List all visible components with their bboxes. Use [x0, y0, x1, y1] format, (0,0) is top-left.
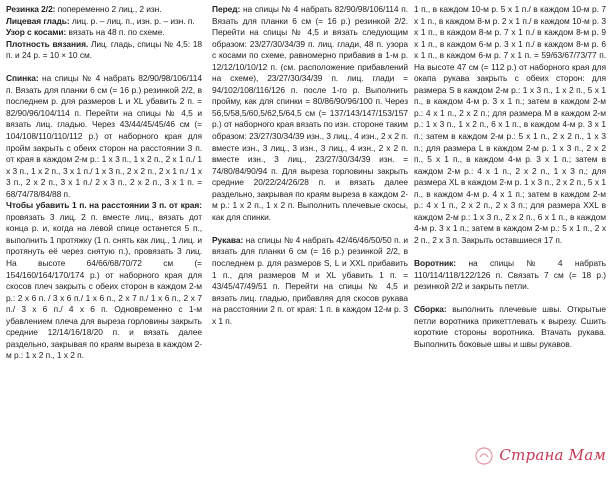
body: попеременно 2 лиц., 2 изн. [55, 4, 162, 14]
body: 1 п., в каждом 10-м р. 5 х 1 п./ в каждом 10-м р. 7 х 1 п., в каждом 8-м р. 2 х 1 п./ в каждом 10-м р. 3 х 1 п., в каждом 8-м р. 7 х 1 п./ в каждом 8-м р. 9 х 1 п., в каждом 6-м р. 3 х 1 п./ в каждом 8-м р. 6 х 1 п., в каждом 6-м р. 7 х 1 п. = 59/63/67/73/77 п. На высоте 47 см (= 112 р.) от наборного края для окапа рукава закрыть с обеих сторон: для размера S в каждом 2-м р.: 1 х 3 п., 1 х 2 п., 5 х 1 п., в каждом 4-м р. 3 х 1 п.; затем в каждом 2-м р.: 4 х 1 п., 2 х 2 п.; для размера M в каждом 2-м р.: 1 х 3 п., 1 х 2 п., 6 х 1 п., в каждом 4-м р. 3 х 1 п.; затем в каждом 2-м р.: 5 х 1 п., 2 х 2 п., 1 х 3 п.; для размера L в каждом 2-м р. 1 х 3 п., 2 х 2 п., 5 х 1 п., в каждом 4-м р. 3 х 1 п.; затем в каждом 2-м р.: 4 х 1 п., 2 х 2 п., 1 х 3 п.; для размера XL в каждом 2-м р. 1 х 3 п., 2 х 2 п., 5 х 1 п., в каждом 4-м р. 4 х 1 п.; затем в каждом 2-м р.: 4 х 1 п., 2 х 2 п., 2 х 3 п.; для размера XXL в каждом 2-м р.: 1 х 3 п., 2 х 2 п., 6 х 1 п., в каждом 4-м р. 3 х 1 п.; затем в каждом 2-м р.: 5 х 1 п., 2 х 2 п., 2 х 3 п. Закрыть оставшиеся 17 п. [414, 4, 606, 245]
heading: Перед: [212, 4, 241, 14]
body: выполнить плечевые швы. Открытые петли воротника прикеттлевать к вырезу. Сшить короткие стороны воротника. Втачать рукава. Выполнить боковые швы и швы рукавов. [414, 304, 606, 349]
gauge-paragraph [6, 39, 202, 62]
body: Лиц. гладь, спицы № 4,5: 18 п. и 24 р. = 10 × 10 см. [6, 38, 202, 61]
stockinette-paragraph [6, 16, 202, 28]
body: вязать на 48 п. по схеме. [66, 27, 165, 38]
watermark-logo-icon [474, 446, 494, 466]
sleeve-cap-paragraph [414, 4, 606, 246]
back-paragraph [6, 73, 202, 200]
body: на спицы № 4 набрать 110/114/118/122/126 п. Связать 7 см (= 18 р.) резинкой 2/2 и закрыть петли. [414, 257, 606, 292]
body: на спицы № 4 набрать 42/46/46/50/50 п. и вязать для планки 6 см (= 16 р.) резинкой 2/2, в последнем р. для размеров S, L и XXL прибавить 1 п., для размеров M и XL убавить 1 п. = 43/45/47/49/51 п. Перейти на спицы № 4,5 и вязать лиц. гладью, прибавляя для скосов рукава на расстоянии 2 п. от края: 1 п. в каждом 12-м р. 3 х 1 п. [212, 234, 408, 326]
heading: Лицевая гладь: [6, 15, 70, 26]
assembly-paragraph [414, 304, 606, 350]
rib-stitch-paragraph [6, 4, 202, 16]
column-right [414, 4, 606, 350]
collar-paragraph [414, 258, 606, 293]
heading: Резинка 2/2: [6, 4, 56, 14]
column-left [6, 4, 202, 362]
heading: Спинка: [6, 73, 39, 84]
front-paragraph [212, 4, 408, 223]
heading: Узор с косами: [6, 27, 67, 38]
heading: Сборка: [414, 304, 447, 315]
watermark: Страна Мам [499, 446, 606, 464]
heading: Рукава: [212, 234, 244, 245]
body: на спицы № 4 набрать 82/90/98/106/114 п. Вязать для планки 6 см (= 16 р.) резинкой 2/2, в последнем р. для размеров L и XL убавить 2 п. = 82/90/96/104/114 п. Перейти на спицы № 4,5 и вязать лиц. гладью. Через 43/44/45/45/46 см (= 104/108/110/110/112 р.) от наборного края для пройм закрыть с обеих сторон на расстоянии 3 п. от края в каждом 2-м р.: 1 х 3 п., 1 х 2 п., 2 х 1 п./ 1 х 3 п., 1 х 2 п., 3 х 1 п./ 1 х 3 п., 2 х 2 п., 2 х 1 п./ 1 х 3 п., 2 х 2 п., 3 х 1 п./ 2 х 3 п., 2 х 2 п., 3 х 1 п. = 68/74/78/84/88 п. [6, 73, 202, 199]
body: на спицы № 4 набрать 82/90/98/106/114 п. Вязать для планки 6 см (= 16 р.) резинкой 2/2. Перейти на спицы № 4,5 и вязать следующим образом: 23/27/30/34/39 п. лиц. глади, 48 п. узора с косами по схеме, равномерно прибавив в 1-м р. 12/12/10/10/12 п. (см. расположение прибавлений на схеме), 23/27/30/34/39 п. лиц. глади = 94/102/108/116/126 п. после 1-го р. Выполнить пройму, как для спинки = 80/86/90/96/100 п. Через 56,5/58,5/60,5/62,5/64,5 см (= 137/143/147/153/157 р.) от наборного края вязать по изн. стороне таким образом: 23/27/30/34/39 изн., 3 лиц., 4 изн., 2 х 2 п. вместе изн., 3 лиц., 3 изн., 3 лиц., 4 изн., 2 х 2 п. вместе изн., 3 лиц., 23/27/30/34/39 изн. = 74/80/84/90/94 п. Для выреза горловины закрыть средние 20/22/24/26/28 п. и вязать далее раздельно, закрывая по краям выреза в каждом 2-м р.: 1 х 2 п., 1 х 2 п. Выполнить плечевые скосы, как для спинки. [212, 4, 408, 222]
cable-pattern-paragraph [6, 27, 202, 39]
decrease-paragraph [6, 200, 202, 362]
heading: Плотность вязания. [6, 38, 89, 49]
heading: Чтобы убавить 1 п. на расстоянии 3 п. от края: [6, 200, 202, 211]
sleeves-paragraph [212, 235, 408, 327]
body: провязать 3 лиц, 2 п. вместе лиц., вязать дот конца р. и, когда на левой спице останется 5 п., выполнить 1 протяжку (1 п. снять как лиц., 1 лиц. и протянуть её через снятую п.), провязать 3 лиц. На высоте 64/66/68/70/72 см (= 154/160/164/170/174 р.) от наборного края для скосов плеч закрыть с обеих сторон в каждом 2-м р.: 2 х 6 п. / 3 х 6 п./ 1 х 6 п., 2 х 7 п./ 1 х 6 п., 2 х 7 п./ 3 х 6 п./ 4 х 6 п. Одновременно с 1-м убавлением плеча для выреза горловины закрыть средние 12/14/16/18/20 п. и вязать далее раздельно, закрывая по краям выреза в каждом 2-м р.: 1 х 2 п., 1 х 2 п. [6, 211, 202, 361]
body: лиц. р. – лиц. п., изн. р. – изн. п. [69, 15, 195, 26]
heading: Воротник: [414, 257, 457, 268]
column-middle [212, 4, 408, 327]
